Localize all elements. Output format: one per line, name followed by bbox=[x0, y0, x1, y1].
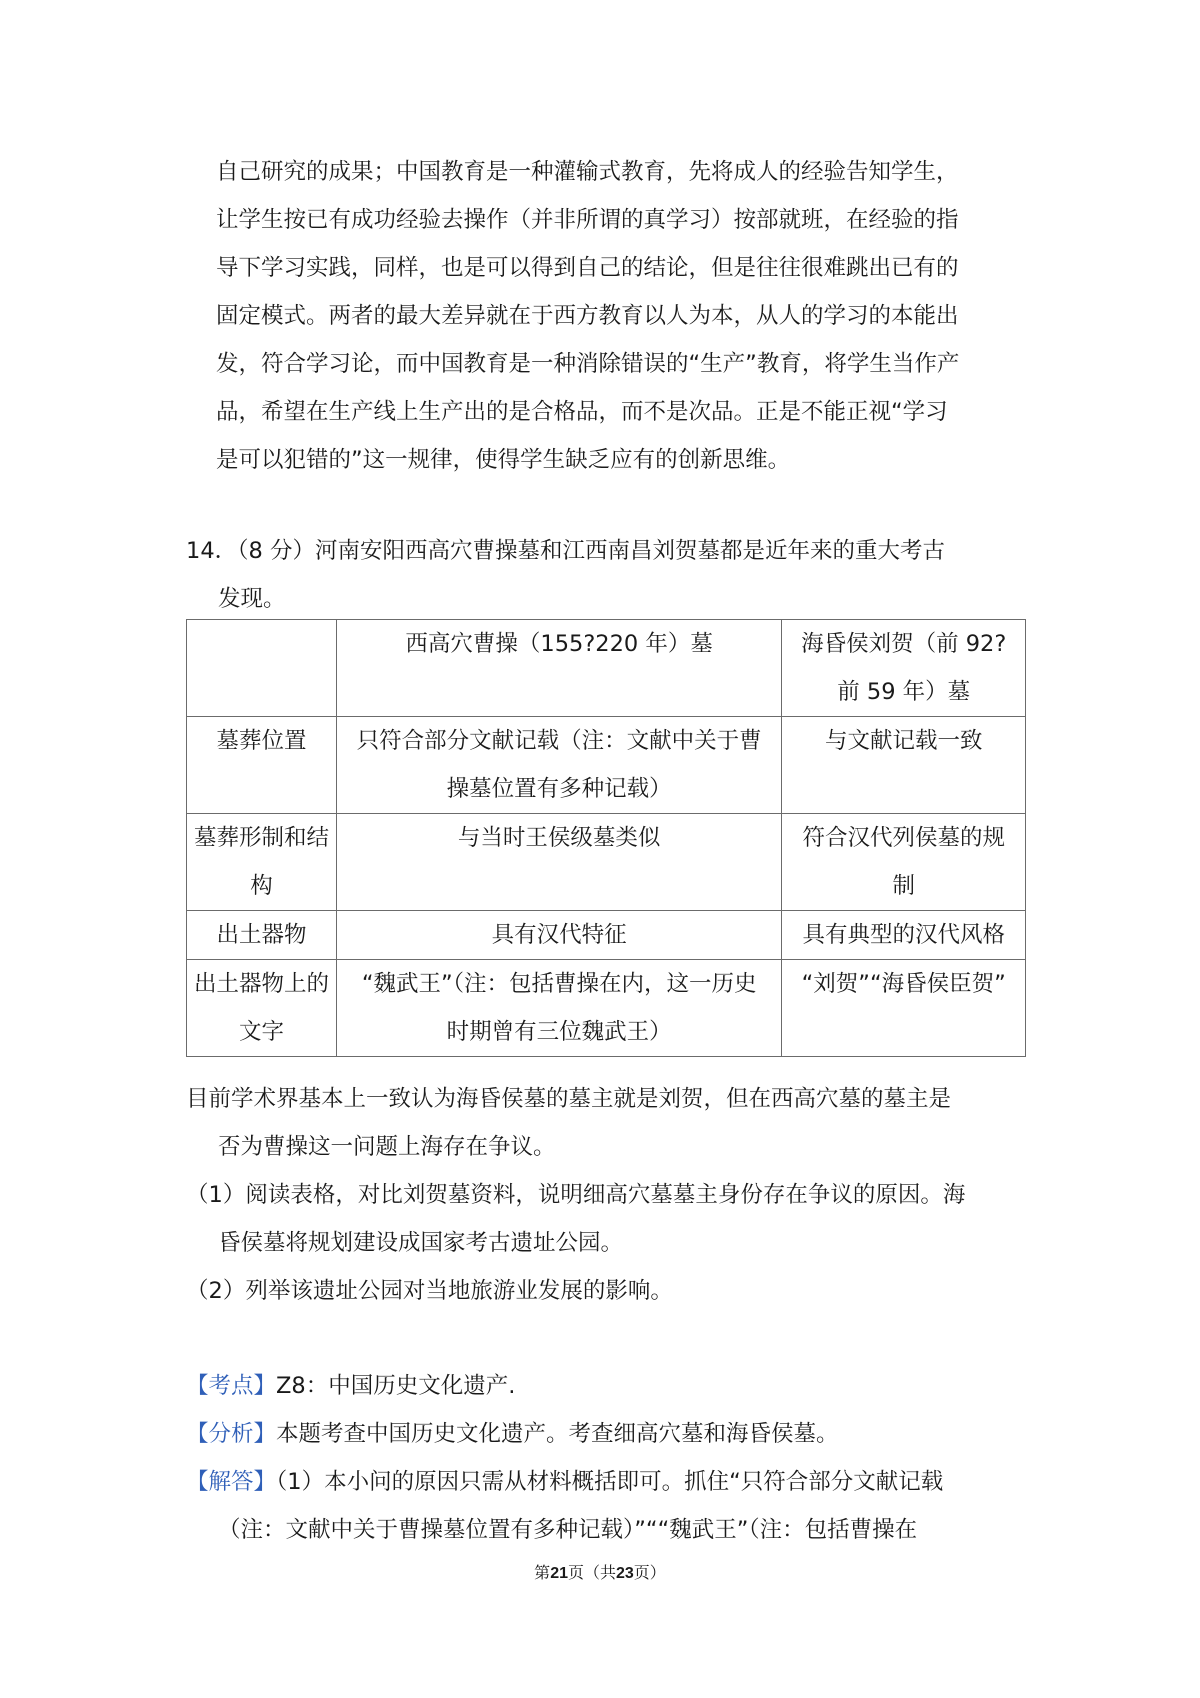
jieda-tag: 【解答】 bbox=[186, 1469, 277, 1495]
kaodian-tag: 【考点】 bbox=[186, 1373, 277, 1399]
table-cell: “魏武王”（注：包括曹操在内，这一历史 时期曾有三位魏武王） bbox=[336, 960, 782, 1057]
table-cell: 具有典型的汉代风格 bbox=[782, 911, 1026, 960]
page-total: 23 bbox=[616, 1565, 634, 1582]
table-cell: 具有汉代特征 bbox=[336, 911, 782, 960]
solution-fenxi bbox=[186, 1410, 1026, 1458]
text-line: 发现。 bbox=[218, 586, 286, 612]
question-number: 14． bbox=[186, 538, 238, 564]
row-label: 出土器物上的 文字 bbox=[187, 960, 337, 1057]
text-line: 品，希望在生产线上生产出的是合格品，而不是次品。正是不能正视“学习 bbox=[216, 399, 948, 425]
solution-kaodian bbox=[186, 1362, 1026, 1410]
text-line: 目前学术界基本上一致认为海昏侯墓的墓主就是刘贺，但在西高穴墓的墓主是 bbox=[186, 1086, 952, 1112]
fenxi-text: 本题考查中国历史文化遗产。考查细高穴墓和海昏侯墓。 bbox=[276, 1421, 839, 1447]
text-line: 固定模式。两者的最大差异就在于西方教育以人为本，从人的学习的本能出 bbox=[216, 303, 959, 329]
text-line: 是可以犯错的”这一规律，使得学生缺乏应有的创新思维。 bbox=[216, 447, 791, 473]
table-cell bbox=[187, 620, 337, 717]
sub-question-1 bbox=[186, 1171, 1026, 1267]
table-row bbox=[187, 814, 1026, 911]
row-label: 墓葬位置 bbox=[187, 717, 337, 814]
text-line: 导下学习实践，同样，也是可以得到自己的结论，但是往往很难跳出已有的 bbox=[216, 255, 959, 281]
tomb-comparison-table bbox=[186, 619, 1026, 1057]
paragraph-education-comparison bbox=[216, 148, 1026, 484]
text-line: 昏侯墓将规划建设成国家考古遗址公园。 bbox=[218, 1230, 624, 1256]
table-cell: “刘贺”“海昏侯臣贺” bbox=[782, 960, 1026, 1057]
text-line: （2）列举该遗址公园对当地旅游业发展的影响。 bbox=[186, 1278, 673, 1304]
table-row bbox=[187, 911, 1026, 960]
text-line: 否为曹操这一问题上海存在争议。 bbox=[218, 1134, 556, 1160]
table-cell: 与当时王侯级墓类似 bbox=[336, 814, 782, 911]
table-row bbox=[187, 960, 1026, 1057]
solution-jieda bbox=[186, 1458, 1026, 1554]
sub-question-2 bbox=[186, 1267, 1026, 1315]
page-footer: 第21页（共23页） bbox=[534, 1563, 666, 1582]
kaodian-text: Z8：中国历史文化遗产. bbox=[276, 1373, 516, 1399]
table-row bbox=[187, 717, 1026, 814]
question-text: （8 分）河南安阳西高穴曹操墓和江西南昌刘贺墓都是近年来的重大考古 bbox=[226, 538, 945, 564]
fenxi-tag: 【分析】 bbox=[186, 1421, 277, 1447]
table-header-liu-he: 海昏侯刘贺（前 92? 前 59 年）墓 bbox=[782, 620, 1026, 717]
table-cell: 与文献记载一致 bbox=[782, 717, 1026, 814]
question-14 bbox=[186, 527, 1026, 623]
row-label: 墓葬形制和结 构 bbox=[187, 814, 337, 911]
table-header-row bbox=[187, 620, 1026, 717]
text-line: （1）阅读表格，对比刘贺墓资料，说明细高穴墓墓主身份存在争议的原因。海 bbox=[186, 1182, 966, 1208]
table-cell: 符合汉代列侯墓的规 制 bbox=[782, 814, 1026, 911]
text-line: 让学生按已有成功经验去操作（并非所谓的真学习）按部就班，在经验的指 bbox=[216, 207, 959, 233]
table-header-cao-cao: 西高穴曹操（155?220 年）墓 bbox=[336, 620, 782, 717]
text-line: 自己研究的成果；中国教育是一种灌输式教育，先将成人的经验告知学生， bbox=[216, 159, 959, 185]
page-number: 21 bbox=[550, 1565, 568, 1582]
row-label: 出土器物 bbox=[187, 911, 337, 960]
jieda-text: （1）本小问的原因只需从材料概括即可。抓住“只符合部分文献记载 bbox=[276, 1469, 944, 1495]
table-cell: 只符合部分文献记载（注：文献中关于曹 操墓位置有多种记载） bbox=[336, 717, 782, 814]
jieda-text: （注：文献中关于曹操墓位置有多种记载）”““魏武王”（注：包括曹操在 bbox=[218, 1517, 918, 1543]
text-line: 发，符合学习论，而中国教育是一种消除错误的“生产”教育，将学生当作产 bbox=[216, 351, 960, 377]
text-line bbox=[186, 527, 1026, 575]
note-paragraph bbox=[186, 1075, 1026, 1171]
